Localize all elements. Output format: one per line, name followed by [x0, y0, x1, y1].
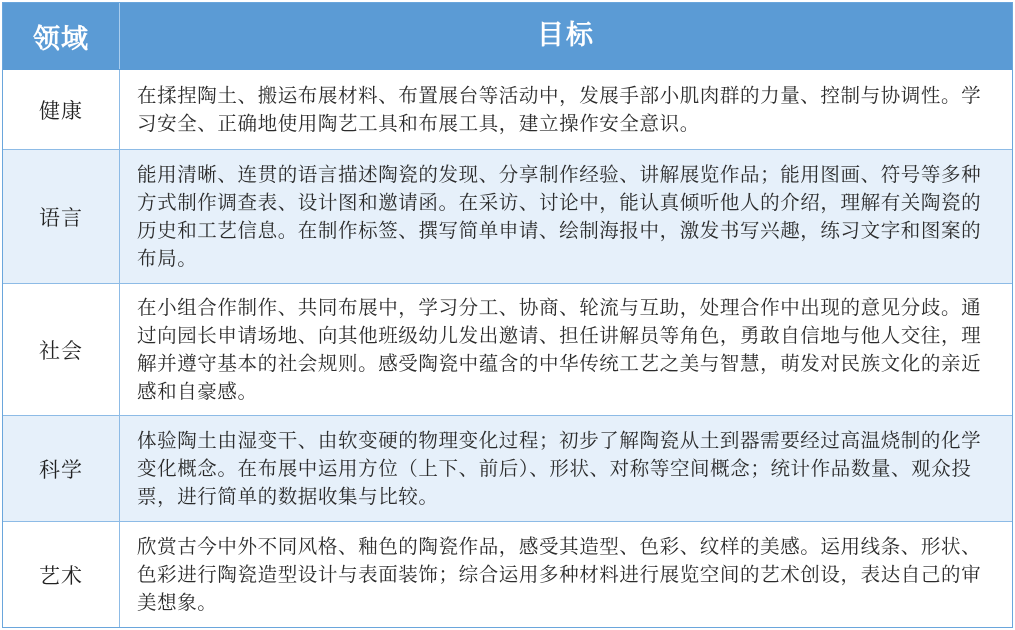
table-row — [3, 416, 1012, 522]
header-domain: 领域 — [3, 3, 120, 69]
table-row — [3, 150, 1012, 284]
domain-cell: 科学 — [3, 416, 120, 521]
domain-cell: 社会 — [3, 284, 120, 415]
domain-cell: 艺术 — [3, 522, 120, 627]
domain-cell: 健康 — [3, 70, 120, 149]
table-row — [3, 70, 1012, 150]
goal-cell: 能用清晰、连贯的语言描述陶瓷的发现、分享制作经验、讲解展览作品；能用图画、符号等多种方式制作调查表、设计图和邀请函。在采访、讨论中，能认真倾听他人的介绍，理解有关陶瓷的历史和工艺信息。在制作标签、撰写简单申请、绘制海报中，激发书写兴趣，练习文字和图案的布局。 — [137, 162, 982, 270]
goal-cell: 欣赏古今中外不同风格、釉色的陶瓷作品，感受其造型、色彩、纹样的美感。运用线条、形状、色彩进行陶瓷造型设计与表面装饰；综合运用多种材料进行展览空间的艺术创设，表达自己的审美想象。 — [137, 534, 982, 614]
table-row — [3, 522, 1012, 627]
goals-table — [2, 2, 1013, 628]
table-row — [3, 284, 1012, 416]
domain-cell: 语言 — [3, 150, 120, 283]
table-header — [3, 3, 1012, 70]
goal-cell: 在小组合作制作、共同布展中，学习分工、协商、轮流与互助，处理合作中出现的意见分歧。通过向园长申请场地、向其他班级幼儿发出邀请、担任讲解员等角色，勇敢自信地与他人交往，理解并遵守基本的社会规则。感受陶瓷中蕴含的中华传统工艺之美与智慧，萌发对民族文化的亲近感和自豪感。 — [137, 295, 982, 403]
goal-cell: 在揉捏陶土、搬运布展材料、布置展台等活动中，发展手部小肌肉群的力量、控制与协调性。学习安全、正确地使用陶艺工具和布展工具，建立操作安全意识。 — [137, 83, 982, 135]
goal-cell: 体验陶土由湿变干、由软变硬的物理变化过程；初步了解陶瓷从土到器需要经过高温烧制的化学变化概念。在布展中运用方位（上下、前后）、形状、对称等空间概念；统计作品数量、观众投票，进行简单的数据收集与比较。 — [137, 428, 982, 508]
header-goal: 目标 — [537, 20, 595, 51]
